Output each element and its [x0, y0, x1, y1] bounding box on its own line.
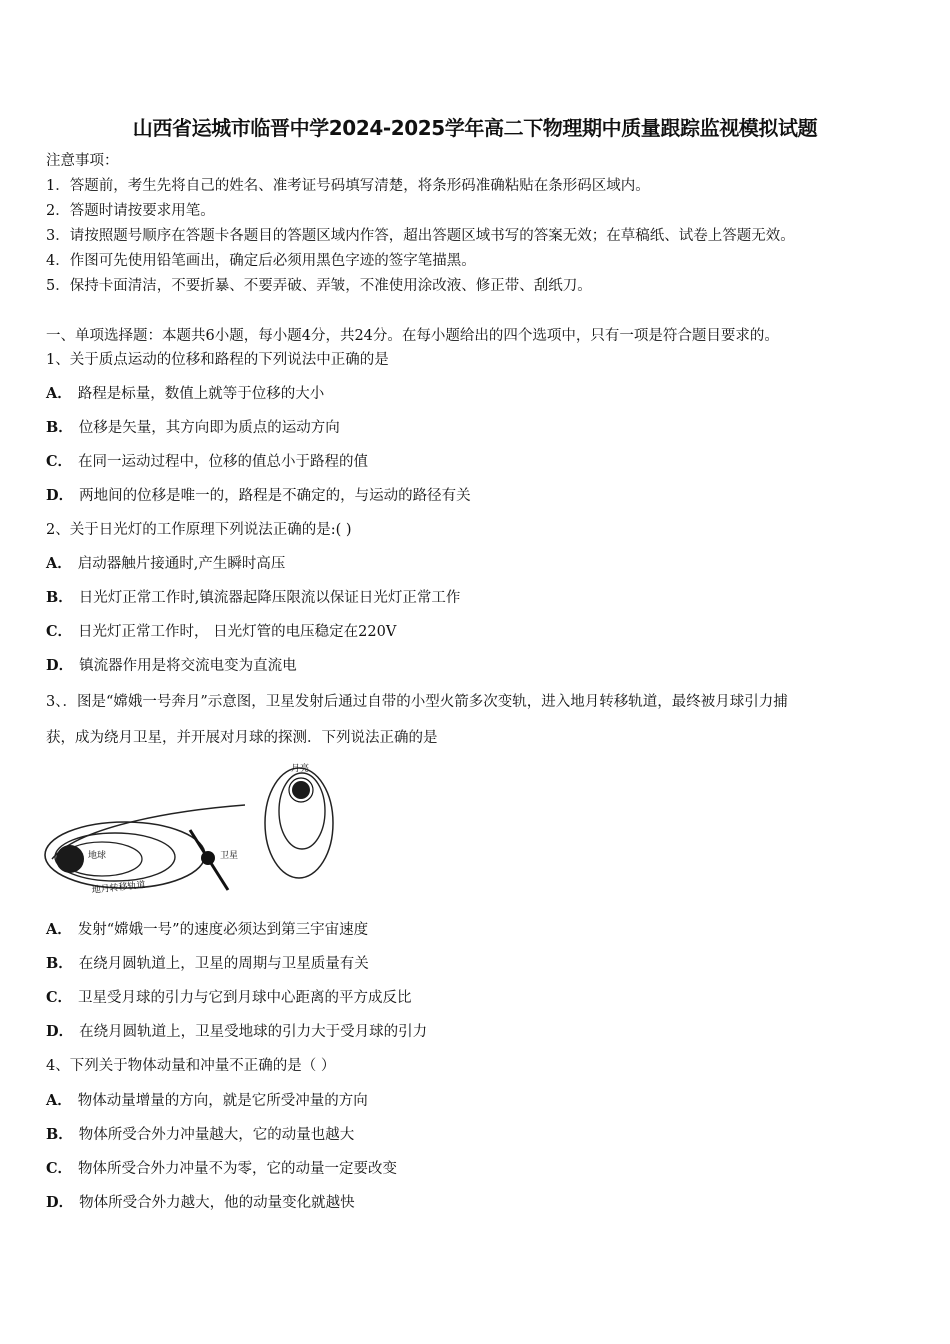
option-text: 路程是标量，数值上就等于位移的大小	[77, 386, 325, 402]
question-option	[46, 656, 297, 676]
question-option	[46, 554, 285, 574]
notice-item: 5．保持卡面清洁，不要折暴、不要弄破、弄皱，不准使用涂改液、修正带、刮纸刀。	[46, 278, 592, 294]
option-text: 卫星受月球的引力与它到月球中心距离的平方成反比	[78, 990, 412, 1006]
question-stem: 3、．图是“嫦娥一号奔月”示意图，卫星发射后通过自带的小型火箭多次变轨，进入地月转移轨道，最终被月球引力捕	[46, 694, 788, 710]
notice-item: 2．答题时请按要求用笔。	[46, 203, 215, 219]
question-option	[46, 418, 340, 438]
notice-item: 1．答题前，考生先将自己的姓名、准考证号码填写清楚，将条形码准确粘贴在条形码区域内。	[46, 178, 650, 194]
question-option	[46, 1193, 355, 1213]
notice-item: 4．作图可先使用铅笔画出，确定后必须用黑色字迹的签字笔描黑。	[46, 253, 476, 269]
option-text: 物体所受合外力越大，他的动量变化就越快	[79, 1195, 355, 1211]
option-text: 在绕月圆轨道上，卫星受地球的引力大于受月球的引力	[79, 1024, 428, 1040]
question-option	[46, 954, 369, 974]
option-letter: C．	[46, 1160, 73, 1177]
moon-orbit-diagram	[255, 755, 340, 880]
option-letter: C．	[46, 989, 73, 1006]
question-option	[46, 1125, 354, 1145]
option-letter: C．	[46, 623, 73, 640]
option-letter: B．	[46, 955, 73, 972]
question-option	[46, 384, 324, 404]
question-stem: 4、下列关于物体动量和冲量不正确的是（ ）	[46, 1058, 336, 1074]
option-text: 物体所受合外力冲量不为零，它的动量一定要改变	[78, 1161, 398, 1177]
question-option	[46, 1022, 427, 1042]
question-option	[46, 988, 412, 1008]
option-text: 物体动量增量的方向，就是它所受冲量的方向	[77, 1093, 368, 1109]
option-text: 在同一运动过程中，位移的值总小于路程的值	[78, 454, 369, 470]
notice-item: 3．请按照题号顺序在答题卡各题目的答题区域内作答，超出答题区域书写的答案无效；在草稿纸、试卷上答题无效。	[46, 228, 795, 244]
question-option	[46, 622, 396, 642]
earth-label: 地球	[88, 851, 107, 861]
question-stem-continued: 获，成为绕月卫星，并开展对月球的探测．下列说法正确的是	[46, 730, 438, 746]
satellite	[201, 851, 215, 865]
option-letter: B．	[46, 419, 73, 436]
option-letter: D．	[46, 1194, 74, 1211]
satellite-label: 卫星	[220, 851, 239, 861]
option-text: 物体所受合外力冲量越大，它的动量也越大	[78, 1127, 355, 1143]
page-title: 山西省运城市临晋中学2024-2025学年高二下物理期中质量跟踪监视模拟试题	[132, 116, 818, 140]
earth	[56, 845, 84, 873]
option-letter: C．	[46, 453, 73, 470]
option-text: 日光灯正常工作时， 日光灯管的电压稳定在220V	[78, 624, 397, 640]
option-letter: A．	[46, 555, 72, 572]
question-option	[46, 1091, 368, 1111]
section-heading: 一、单项选择题：本题共6小题，每小题4分，共24分。在每小题给出的四个选项中，只有一项是符合题目要求的。	[46, 328, 779, 344]
option-text: 启动器触片接通时,产生瞬时高压	[77, 556, 286, 572]
option-letter: B．	[46, 589, 73, 606]
option-text: 位移是矢量，其方向即为质点的运动方向	[78, 420, 340, 436]
notice-heading: 注意事项：	[46, 153, 119, 169]
moon-label: 月亮	[291, 764, 310, 774]
option-letter: D．	[46, 1023, 74, 1040]
option-letter: A．	[46, 385, 72, 402]
question-option	[46, 588, 460, 608]
question-option	[46, 452, 368, 472]
option-text: 在绕月圆轨道上，卫星的周期与卫星质量有关	[78, 956, 369, 972]
option-letter: B．	[46, 1126, 73, 1143]
option-letter: A．	[46, 1092, 72, 1109]
option-text: 日光灯正常工作时,镇流器起降压限流以保证日光灯正常工作	[78, 590, 461, 606]
question-option	[46, 920, 368, 940]
question-option	[46, 486, 471, 506]
question-stem: 2、关于日光灯的工作原理下列说法正确的是:( )	[46, 522, 352, 538]
question-stem: 1、关于质点运动的位移和路程的下列说法中正确的是	[46, 352, 389, 368]
moon	[292, 781, 310, 799]
question-option	[46, 1159, 397, 1179]
option-text: 发射“嫦娥一号”的速度必须达到第三宇宙速度	[77, 922, 369, 938]
option-text: 两地间的位移是唯一的，路程是不确定的，与运动的路径有关	[79, 488, 471, 504]
option-text: 镇流器作用是将交流电变为直流电	[79, 658, 297, 674]
option-letter: D．	[46, 487, 74, 504]
option-letter: A．	[46, 921, 72, 938]
earth-moon-orbit-diagram	[40, 755, 245, 900]
transfer-orbit-label: 地月转移轨道	[91, 880, 147, 896]
option-letter: D．	[46, 657, 74, 674]
